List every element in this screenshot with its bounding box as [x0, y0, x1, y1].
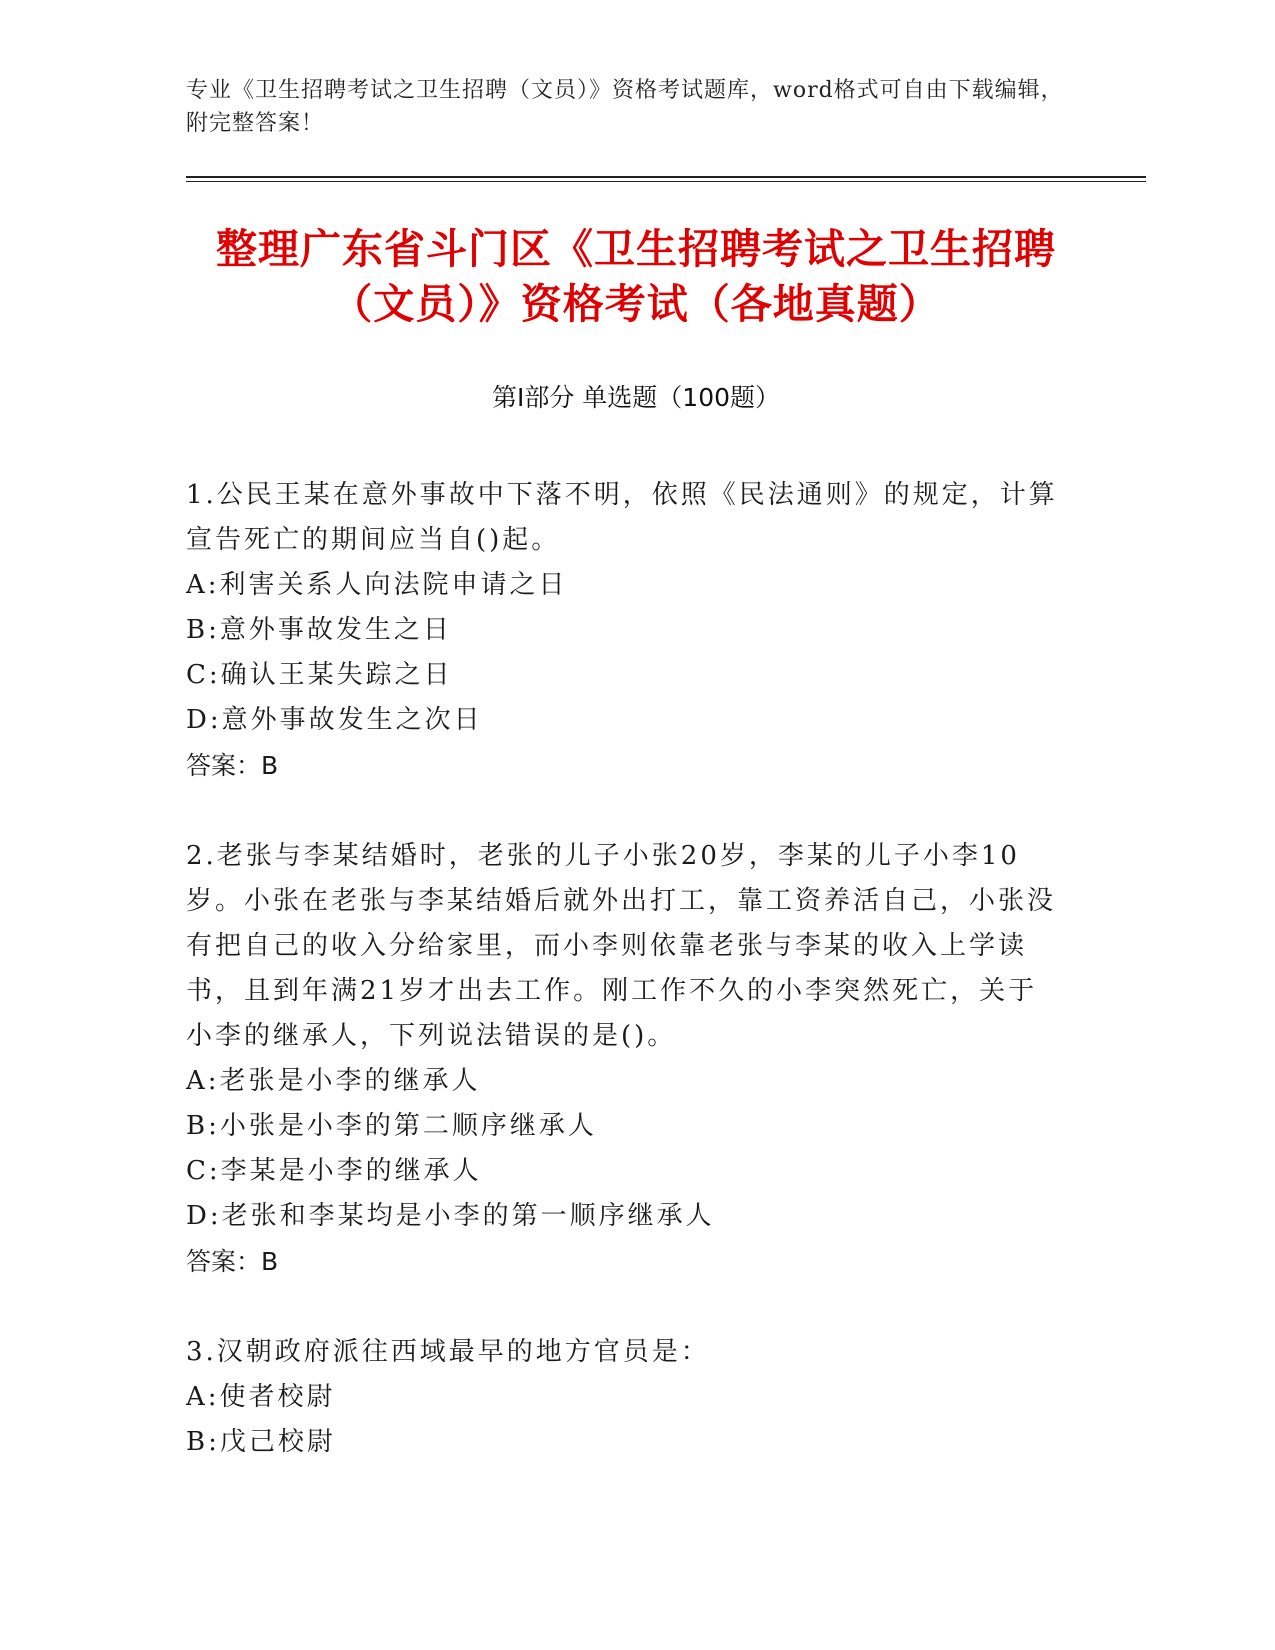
question-text: 1.公民王某在意外事故中下落不明，依照《民法通则》的规定，计算宣告死亡的期间应当自()起。	[186, 480, 1058, 555]
question-text: 3.汉朝政府派往西域最早的地方官员是：	[186, 1337, 710, 1367]
option-b: B:小张是小李的第二顺序继承人	[186, 1111, 597, 1141]
option-d: D:意外事故发生之次日	[186, 705, 483, 735]
option-a: A:老张是小李的继承人	[186, 1066, 481, 1096]
document-title: 整理广东省斗门区《卫生招聘考试之卫生招聘（文员）》资格考试（各地真题）	[216, 225, 1056, 328]
option-a: A:使者校尉	[186, 1382, 336, 1412]
option-b: B:戊己校尉	[186, 1427, 336, 1457]
header-note: 专业《卫生招聘考试之卫生招聘（文员）》资格考试题库，word格式可自由下载编辑，附完整答案！	[186, 78, 1064, 136]
option-c: C:李某是小李的继承人	[186, 1156, 482, 1186]
option-c: C:确认王某失踪之日	[186, 660, 453, 690]
answer-label: 答案：B	[186, 751, 279, 780]
header-divider-thin	[186, 181, 1146, 182]
question-2	[186, 834, 1066, 1284]
option-a: A:利害关系人向法院申请之日	[186, 570, 568, 600]
question-3	[186, 1330, 1066, 1465]
option-d: D:老张和李某均是小李的第一顺序继承人	[186, 1201, 715, 1231]
option-b: B:意外事故发生之日	[186, 615, 452, 645]
header-divider	[186, 176, 1146, 178]
section-heading: 第Ⅰ部分 单选题（100题）	[491, 383, 781, 412]
answer-label: 答案：B	[186, 1247, 279, 1276]
question-text: 2.老张与李某结婚时，老张的儿子小张20岁，李某的儿子小李10岁。小张在老张与李某结婚后就外出打工，靠工资养活自己，小张没有把自己的收入分给家里，而小李则依靠老张与李某的收入上学读书，且到年满21岁才出去工作。刚工作不久的小李突然死亡，关于小李的继承人，下列说法错误的是()。	[186, 841, 1057, 1051]
question-list	[186, 473, 1066, 1511]
question-1	[186, 473, 1066, 788]
